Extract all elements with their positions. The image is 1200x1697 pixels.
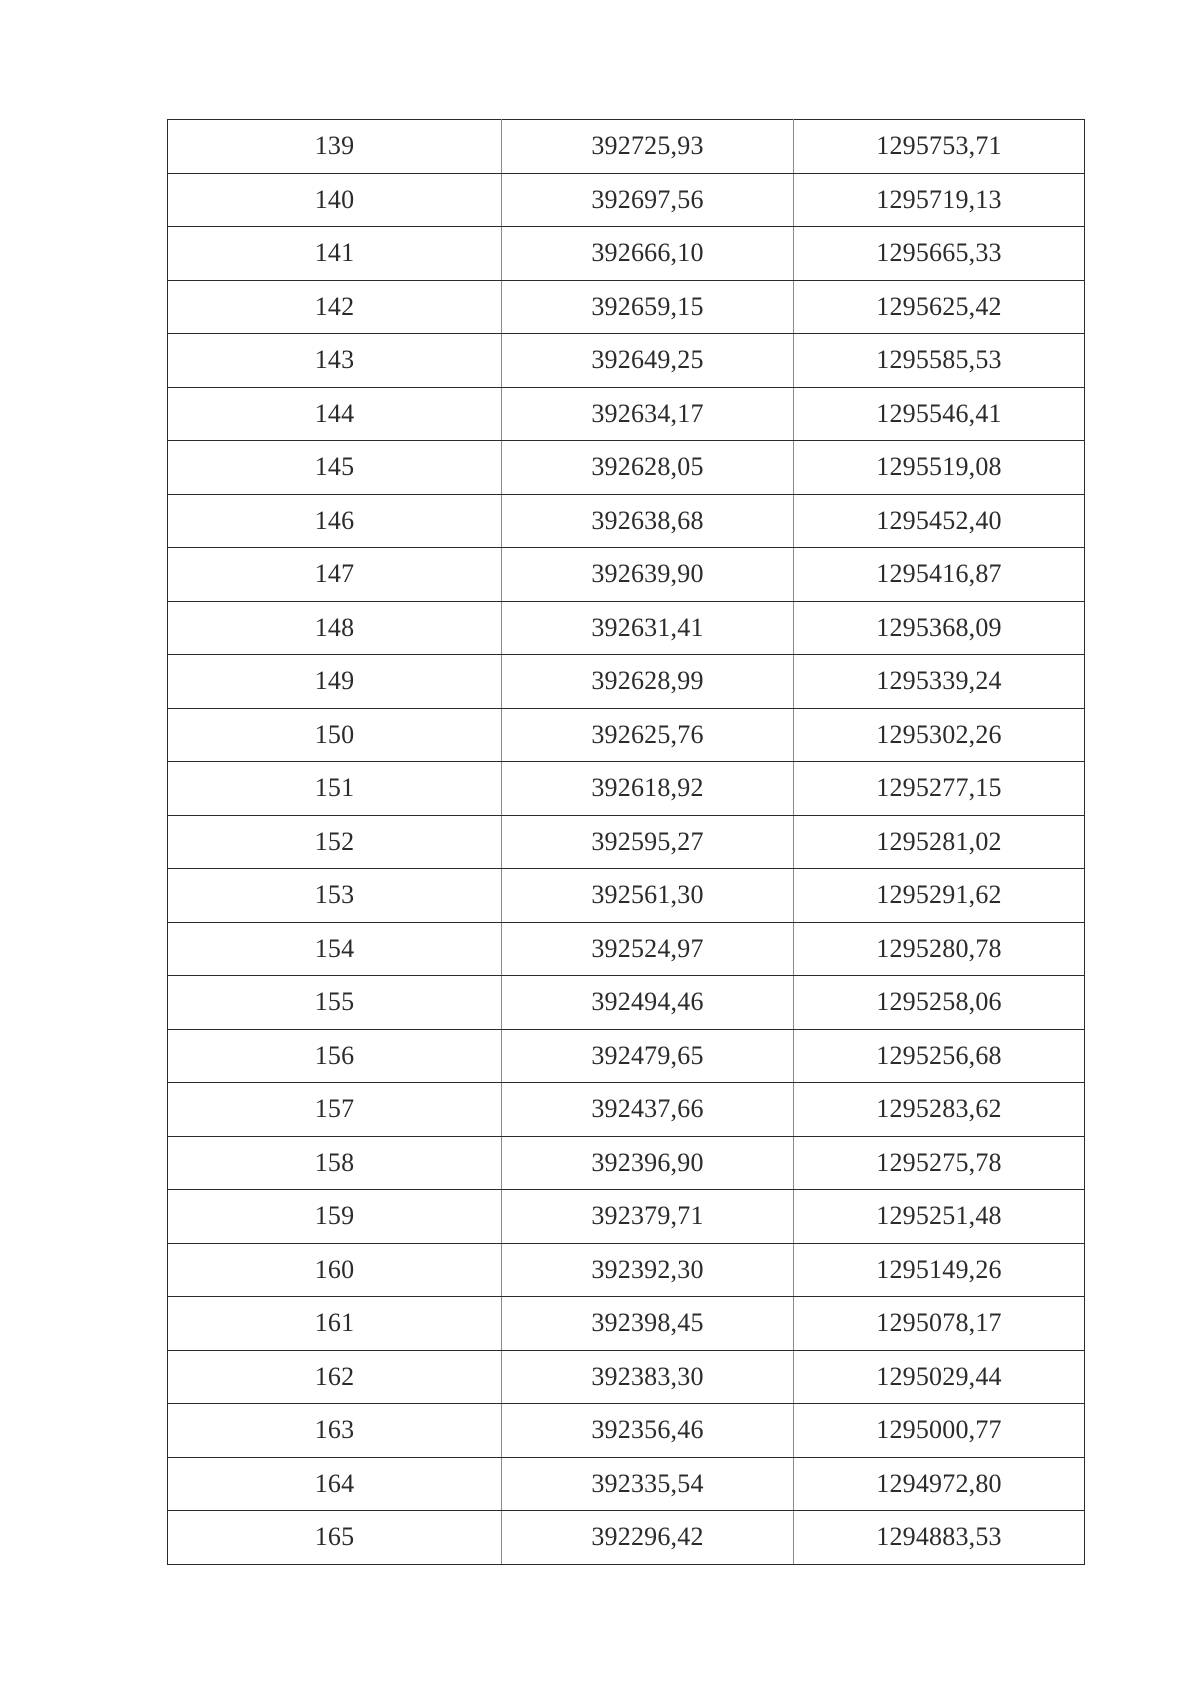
y-coordinate-cell: 1295149,26 <box>794 1243 1085 1297</box>
point-number-cell: 141 <box>168 227 502 281</box>
x-coordinate-cell: 392659,15 <box>502 280 794 334</box>
x-coordinate-cell: 392638,68 <box>502 494 794 548</box>
y-coordinate-cell: 1295281,02 <box>794 815 1085 869</box>
point-number-cell: 157 <box>168 1083 502 1137</box>
coordinates-table <box>167 119 1085 1565</box>
table-row <box>168 1029 1085 1083</box>
table-row <box>168 601 1085 655</box>
y-coordinate-cell: 1295625,42 <box>794 280 1085 334</box>
x-coordinate-cell: 392524,97 <box>502 922 794 976</box>
table-row <box>168 387 1085 441</box>
table-row <box>168 173 1085 227</box>
x-coordinate-cell: 392649,25 <box>502 334 794 388</box>
table-row <box>168 280 1085 334</box>
x-coordinate-cell: 392697,56 <box>502 173 794 227</box>
x-coordinate-cell: 392628,05 <box>502 441 794 495</box>
table-row <box>168 548 1085 602</box>
x-coordinate-cell: 392725,93 <box>502 120 794 174</box>
table-row <box>168 708 1085 762</box>
point-number-cell: 145 <box>168 441 502 495</box>
x-coordinate-cell: 392634,17 <box>502 387 794 441</box>
table-row <box>168 815 1085 869</box>
y-coordinate-cell: 1295078,17 <box>794 1297 1085 1351</box>
y-coordinate-cell: 1295416,87 <box>794 548 1085 602</box>
table-row <box>168 922 1085 976</box>
table-row <box>168 227 1085 281</box>
point-number-cell: 149 <box>168 655 502 709</box>
x-coordinate-cell: 392494,46 <box>502 976 794 1030</box>
y-coordinate-cell: 1295000,77 <box>794 1404 1085 1458</box>
point-number-cell: 165 <box>168 1511 502 1565</box>
x-coordinate-cell: 392595,27 <box>502 815 794 869</box>
point-number-cell: 161 <box>168 1297 502 1351</box>
y-coordinate-cell: 1295452,40 <box>794 494 1085 548</box>
point-number-cell: 158 <box>168 1136 502 1190</box>
table-row <box>168 441 1085 495</box>
y-coordinate-cell: 1295546,41 <box>794 387 1085 441</box>
point-number-cell: 150 <box>168 708 502 762</box>
y-coordinate-cell: 1295275,78 <box>794 1136 1085 1190</box>
y-coordinate-cell: 1295256,68 <box>794 1029 1085 1083</box>
y-coordinate-cell: 1295251,48 <box>794 1190 1085 1244</box>
table-row <box>168 334 1085 388</box>
y-coordinate-cell: 1294883,53 <box>794 1511 1085 1565</box>
point-number-cell: 156 <box>168 1029 502 1083</box>
x-coordinate-cell: 392392,30 <box>502 1243 794 1297</box>
y-coordinate-cell: 1295368,09 <box>794 601 1085 655</box>
point-number-cell: 152 <box>168 815 502 869</box>
y-coordinate-cell: 1295719,13 <box>794 173 1085 227</box>
y-coordinate-cell: 1295283,62 <box>794 1083 1085 1137</box>
point-number-cell: 153 <box>168 869 502 923</box>
table-row <box>168 1511 1085 1565</box>
x-coordinate-cell: 392479,65 <box>502 1029 794 1083</box>
x-coordinate-cell: 392296,42 <box>502 1511 794 1565</box>
x-coordinate-cell: 392356,46 <box>502 1404 794 1458</box>
table-row <box>168 1190 1085 1244</box>
table-row <box>168 1083 1085 1137</box>
y-coordinate-cell: 1295339,24 <box>794 655 1085 709</box>
point-number-cell: 164 <box>168 1457 502 1511</box>
point-number-cell: 154 <box>168 922 502 976</box>
point-number-cell: 142 <box>168 280 502 334</box>
point-number-cell: 160 <box>168 1243 502 1297</box>
point-number-cell: 148 <box>168 601 502 655</box>
point-number-cell: 140 <box>168 173 502 227</box>
table-row <box>168 120 1085 174</box>
point-number-cell: 162 <box>168 1350 502 1404</box>
y-coordinate-cell: 1295280,78 <box>794 922 1085 976</box>
table-row <box>168 655 1085 709</box>
x-coordinate-cell: 392625,76 <box>502 708 794 762</box>
y-coordinate-cell: 1295302,26 <box>794 708 1085 762</box>
x-coordinate-cell: 392618,92 <box>502 762 794 816</box>
table-row <box>168 1457 1085 1511</box>
table-row <box>168 869 1085 923</box>
x-coordinate-cell: 392561,30 <box>502 869 794 923</box>
table-row <box>168 1350 1085 1404</box>
y-coordinate-cell: 1295753,71 <box>794 120 1085 174</box>
point-number-cell: 163 <box>168 1404 502 1458</box>
x-coordinate-cell: 392396,90 <box>502 1136 794 1190</box>
table-row <box>168 1404 1085 1458</box>
point-number-cell: 147 <box>168 548 502 602</box>
coordinates-table-body <box>168 120 1085 1565</box>
y-coordinate-cell: 1295258,06 <box>794 976 1085 1030</box>
table-row <box>168 762 1085 816</box>
x-coordinate-cell: 392379,71 <box>502 1190 794 1244</box>
point-number-cell: 139 <box>168 120 502 174</box>
y-coordinate-cell: 1295277,15 <box>794 762 1085 816</box>
point-number-cell: 151 <box>168 762 502 816</box>
x-coordinate-cell: 392631,41 <box>502 601 794 655</box>
x-coordinate-cell: 392398,45 <box>502 1297 794 1351</box>
point-number-cell: 159 <box>168 1190 502 1244</box>
table-row <box>168 1243 1085 1297</box>
y-coordinate-cell: 1295585,53 <box>794 334 1085 388</box>
point-number-cell: 155 <box>168 976 502 1030</box>
y-coordinate-cell: 1295029,44 <box>794 1350 1085 1404</box>
y-coordinate-cell: 1295291,62 <box>794 869 1085 923</box>
x-coordinate-cell: 392628,99 <box>502 655 794 709</box>
x-coordinate-cell: 392383,30 <box>502 1350 794 1404</box>
x-coordinate-cell: 392639,90 <box>502 548 794 602</box>
y-coordinate-cell: 1295519,08 <box>794 441 1085 495</box>
point-number-cell: 143 <box>168 334 502 388</box>
x-coordinate-cell: 392335,54 <box>502 1457 794 1511</box>
y-coordinate-cell: 1295665,33 <box>794 227 1085 281</box>
x-coordinate-cell: 392437,66 <box>502 1083 794 1137</box>
table-row <box>168 1136 1085 1190</box>
point-number-cell: 146 <box>168 494 502 548</box>
point-number-cell: 144 <box>168 387 502 441</box>
table-row <box>168 976 1085 1030</box>
x-coordinate-cell: 392666,10 <box>502 227 794 281</box>
table-row <box>168 494 1085 548</box>
table-row <box>168 1297 1085 1351</box>
y-coordinate-cell: 1294972,80 <box>794 1457 1085 1511</box>
